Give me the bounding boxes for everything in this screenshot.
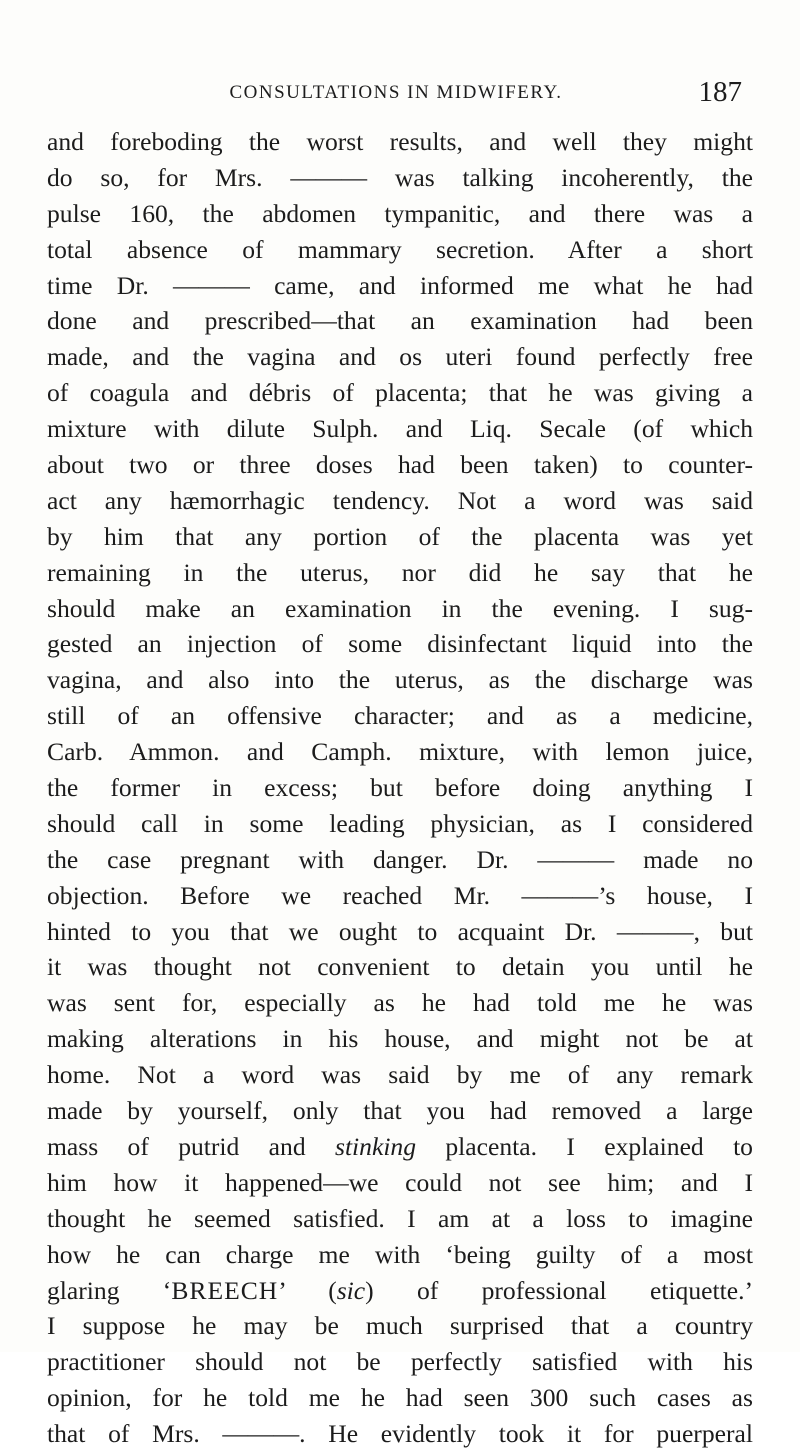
body-text bbox=[47, 124, 753, 1452]
text-line: vagina, and also into the uterus, as the discharge was bbox=[47, 665, 753, 695]
text-line: that of Mrs. ———. He evidently took it for puerperal bbox=[47, 1419, 753, 1449]
text-line: mixture with dilute Sulph. and Liq. Secale (of which bbox=[47, 414, 753, 444]
text-line: of coagula and débris of placenta; that he was giving a bbox=[47, 378, 753, 408]
text-segment: ) of professional etiquette.’ bbox=[365, 1275, 753, 1305]
text-line: was sent for, especially as he had told me he was bbox=[47, 988, 753, 1018]
text-line: it was thought not convenient to detain you until he bbox=[47, 952, 753, 982]
text-line: I suppose he may be much surprised that a country bbox=[47, 1311, 753, 1341]
text-line: by him that any portion of the placenta was yet bbox=[47, 521, 753, 551]
text-line: home. Not a word was said by me of any remark bbox=[47, 1060, 753, 1090]
text-line-with-emphasis bbox=[47, 1273, 753, 1309]
text-segment: ’ ( bbox=[278, 1275, 337, 1305]
text-line: done and prescribed—that an examination had been bbox=[47, 306, 753, 336]
italic-word-sic: sic bbox=[336, 1275, 366, 1305]
text-segment: glaring ‘ bbox=[47, 1275, 172, 1305]
text-line: time Dr. ——— came, and informed me what he had bbox=[47, 270, 753, 300]
page-number: 187 bbox=[698, 76, 742, 108]
text-line: made by yourself, only that you had removed a large bbox=[47, 1096, 753, 1126]
text-line: the former in excess; but before doing anything I bbox=[47, 773, 753, 803]
text-line-with-italic bbox=[47, 1129, 753, 1165]
text-line: remaining in the uterus, nor did he say that he bbox=[47, 557, 753, 587]
text-line: the case pregnant with danger. Dr. ——— made no bbox=[47, 844, 753, 874]
text-line: thought he seemed satisfied. I am at a loss to imagine bbox=[47, 1203, 753, 1233]
text-line: practitioner should not be perfectly satisfied with his bbox=[47, 1347, 753, 1377]
text-line: gested an injection of some disinfectant liquid into the bbox=[47, 629, 753, 659]
text-line: made, and the vagina and os uteri found perfectly free bbox=[47, 342, 753, 372]
text-line: total absence of mammary secretion. After a short bbox=[47, 234, 753, 264]
text-line: and foreboding the worst results, and well they might bbox=[47, 127, 753, 156]
text-line: opinion, for he told me he had seen 300 such cases as bbox=[47, 1383, 753, 1413]
running-head bbox=[40, 76, 752, 106]
text-line: about two or three doses had been taken) to counter- bbox=[47, 450, 753, 480]
text-line: how he can charge me with ‘being guilty of a most bbox=[47, 1239, 753, 1269]
running-title: CONSULTATIONS IN MIDWIFERY. bbox=[229, 82, 563, 103]
text-line: hinted to you that we ought to acquaint Dr. ———, but bbox=[47, 916, 753, 946]
text-line: objection. Before we reached Mr. ———’s house, I bbox=[47, 880, 753, 910]
text-line: making alterations in his house, and might not be at bbox=[47, 1024, 753, 1054]
text-line: pulse 160, the abdomen tympanitic, and there was a bbox=[47, 198, 753, 228]
text-segment: mass of putrid and bbox=[47, 1131, 306, 1161]
text-line: still of an offensive character; and as a medicine, bbox=[47, 701, 753, 731]
text-line: act any hæmorrhagic tendency. Not a word was said bbox=[47, 485, 753, 515]
text-line: him how it happened—we could not see him; and I bbox=[47, 1167, 753, 1197]
italic-word-stinking: stinking bbox=[334, 1131, 417, 1161]
text-line: should call in some leading physician, as I considered bbox=[47, 808, 753, 838]
text-line: should make an examination in the evening. I sug- bbox=[47, 593, 753, 623]
text-line: do so, for Mrs. ——— was talking incoherently, the bbox=[47, 162, 753, 192]
smallcaps-word-breech: BREECH bbox=[171, 1275, 279, 1305]
text-segment: placenta. I explained to bbox=[445, 1131, 753, 1161]
text-line: Carb. Ammon. and Camph. mixture, with lemon juice, bbox=[47, 737, 753, 767]
